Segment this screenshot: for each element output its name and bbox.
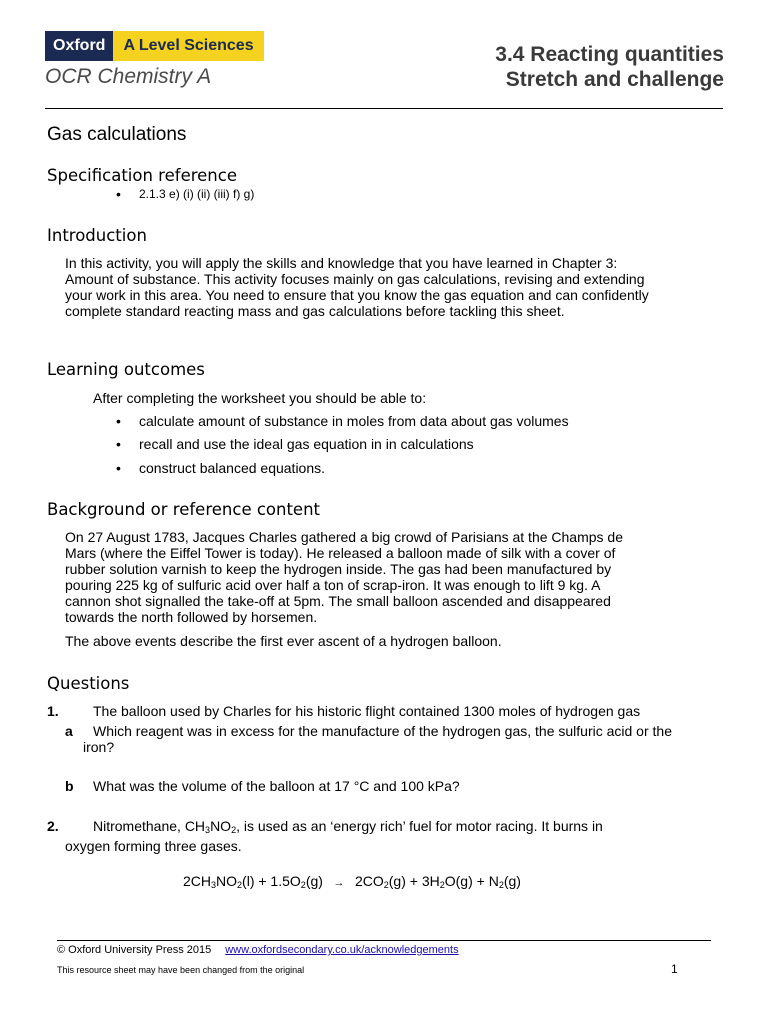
eq-sub: 2: [498, 880, 504, 890]
outcome-text: calculate amount of substance in moles from data about gas volumes: [139, 413, 569, 429]
bullet-icon: •: [116, 436, 121, 452]
footer-divider: [57, 940, 711, 941]
eq-part: NO: [216, 873, 238, 889]
eq-sub: 2: [439, 880, 445, 890]
list-item: [93, 460, 569, 476]
eq-part: 2CH: [183, 873, 212, 889]
background-para-1: On 27 August 1783, Jacques Charles gathered a big crowd of Parisians at the Champs de Mars (where the Eiffel Tower is today). He released a balloon made of silk with a cover of rubber solution varnish to keep the hydrogen inside. The gas had been manufactured by pouring 225 kg of sulfuric acid over half a ton of scrap-iron. It was enough to lift 9 kg. A cannon shot signalled the take-off at 5pm. The small balloon ascended and disappeared towards the north followed by horsemen.: [65, 529, 624, 625]
background-para-2: The above events describe the first ever ascent of a hydrogen balloon.: [65, 633, 502, 649]
chapter-heading: [495, 42, 724, 92]
eq-part: 2CO: [354, 873, 384, 889]
question-2-text: [47, 818, 647, 854]
chapter-line-2: Stretch and challenge: [505, 68, 724, 91]
eq-part: (l) + 1.5O: [242, 873, 301, 889]
eq-part: (g): [503, 873, 521, 889]
footer-note: This resource sheet may have been changed from the original: [57, 965, 305, 975]
eq-part: (g): [305, 873, 323, 889]
reaction-arrow-icon: →: [333, 877, 345, 889]
list-item: [93, 413, 569, 429]
question-1b-label: b: [65, 778, 74, 794]
question-2-number: 2.: [47, 818, 59, 834]
oxford-logo: [45, 31, 264, 61]
background-heading: Background or reference content: [47, 500, 321, 519]
spec-bullet: [93, 186, 254, 202]
q2-sub-2: 2: [231, 825, 237, 835]
q2-text-b: NO: [210, 818, 232, 834]
page-number: 1: [671, 962, 678, 976]
copyright-text: © Oxford University Press 2015: [57, 944, 212, 956]
bullet-icon: •: [116, 186, 121, 202]
outcomes-lead: After completing the worksheet you should be able to:: [93, 390, 427, 406]
header-divider: [45, 108, 723, 109]
chemical-equation: [183, 873, 521, 893]
acknowledgements-link[interactable]: www.oxfordsecondary.co.uk/acknowledgements: [225, 944, 459, 956]
spec-heading: Specification reference: [47, 166, 237, 185]
question-1b-text: What was the volume of the balloon at 17 °C and 100 kPa?: [93, 778, 460, 794]
question-2: [47, 818, 647, 854]
eq-sub: 2: [237, 880, 243, 890]
footer-copyright: [57, 944, 459, 956]
q2-text-a: Nitromethane, CH: [93, 818, 206, 834]
list-item: [93, 436, 569, 452]
outcome-text: recall and use the ideal gas equation in in calculations: [139, 436, 474, 452]
question-1a: [65, 723, 685, 755]
question-1-text: The balloon used by Charles for his historic flight contained 1300 moles of hydrogen gas: [93, 703, 641, 719]
page-title: Gas calculations: [47, 124, 187, 145]
chapter-line-1: 3.4 Reacting quantities: [495, 43, 724, 66]
eq-sub: 2: [300, 880, 306, 890]
eq-sub: 3: [211, 880, 217, 890]
eq-sub: 2: [383, 880, 389, 890]
subject-title: OCR Chemistry A: [45, 65, 212, 88]
spec-bullet-text: 2.1.3 e) (i) (ii) (iii) f) g): [139, 187, 255, 201]
q2-sub-1: 3: [205, 825, 211, 835]
questions-heading: Questions: [47, 674, 130, 693]
eq-part: (g) + 3H: [388, 873, 440, 889]
outcomes-heading: Learning outcomes: [47, 360, 205, 379]
outcomes-list: [93, 413, 569, 476]
eq-part: O(g) + N: [444, 873, 499, 889]
logo-oxford-text: Oxford: [45, 31, 113, 61]
question-1-number: 1.: [47, 703, 59, 719]
bullet-icon: •: [116, 413, 121, 429]
question-1a-text: Which reagent was in excess for the manufacture of the hydrogen gas, the sulfuric acid or the iron?: [83, 723, 672, 755]
intro-text: In this activity, you will apply the skills and knowledge that you have learned in Chapter 3: Amount of substance. This activity focuses mainly on gas calculations, revising and extending your work in this area. You need to ensure that you know the gas equation and can confidently complete standard reacting mass and gas calculations before tackling this sheet.: [65, 255, 649, 319]
bullet-icon: •: [116, 460, 121, 476]
intro-heading: Introduction: [47, 226, 147, 245]
q2-text-c: , is used as an ‘energy rich’ fuel for motor racing. It burns in oxygen forming three gases.: [65, 818, 603, 854]
question-1a-label: a: [65, 723, 73, 739]
outcome-text: construct balanced equations.: [139, 460, 326, 476]
logo-sciences-text: A Level Sciences: [113, 31, 263, 61]
